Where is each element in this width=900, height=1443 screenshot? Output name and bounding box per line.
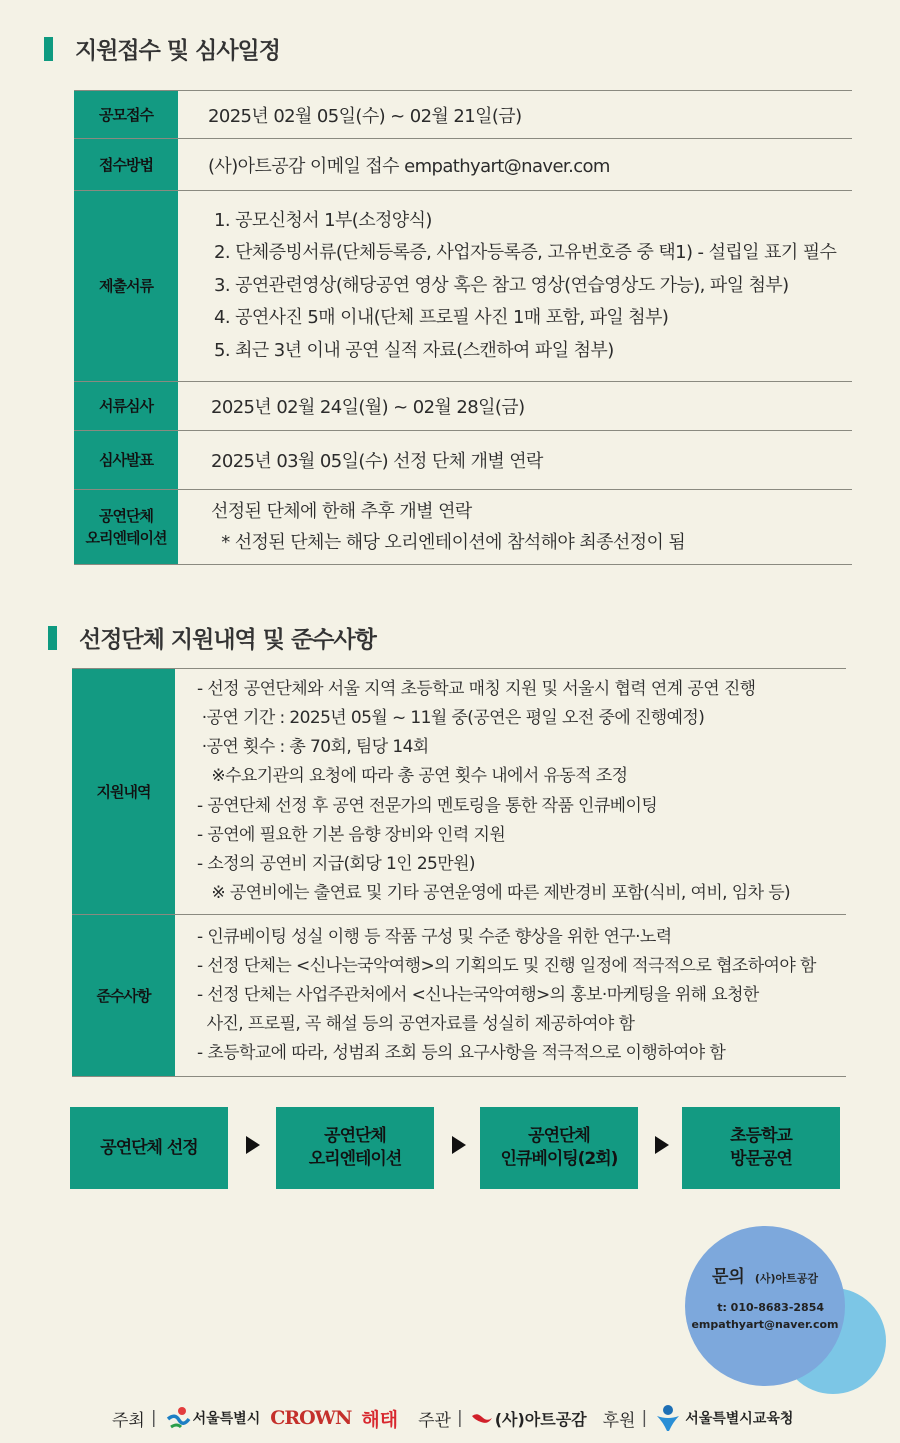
row-text: - 공연에 필요한 기본 음향 장비와 인력 지원	[197, 824, 506, 845]
table-row	[72, 915, 846, 1077]
arrow-right-icon	[655, 1136, 669, 1154]
table-row	[74, 382, 852, 431]
row-text: 3. 공연관련영상(해당공연 영상 혹은 참고 영상(연습영상도 가능), 파일 첨부)	[214, 274, 789, 296]
row-text: 2025년 02월 05일(수) ~ 02월 21일(금)	[208, 105, 522, 127]
row-label: 심사발표	[74, 431, 178, 490]
artgonggam-logo-icon	[471, 1411, 493, 1425]
row-label: 준수사항	[72, 915, 175, 1077]
arrow-right-icon	[246, 1136, 260, 1154]
section1-title: 지원접수 및 심사일정	[75, 38, 280, 64]
flow-step-incubating	[480, 1107, 638, 1189]
row-text: (사)아트공감 이메일 접수 empathyart@naver.com	[208, 155, 610, 177]
host-label: 주최	[112, 1410, 145, 1431]
haitai-logo: 해태	[361, 1408, 399, 1431]
row-label: 제출서류	[74, 191, 178, 382]
flow-step-orientation	[276, 1107, 434, 1189]
flow-step-selection	[70, 1107, 228, 1189]
row-text: - 소정의 공연비 지급(회당 1인 25만원)	[197, 853, 475, 874]
flow-step-label: 공연단체	[324, 1126, 386, 1146]
row-text: - 공연단체 선정 후 공연 전문가의 멘토링을 통한 작품 인큐베이팅	[197, 795, 658, 816]
section1-heading	[44, 32, 280, 65]
row-text: ※ 공연비에는 출연료 및 기타 공연운영에 따른 제반경비 포함(식비, 여비, 임차 등)	[197, 883, 791, 904]
organizer-label: 주관	[418, 1410, 451, 1431]
education-office-logo-icon	[655, 1404, 681, 1432]
table-row	[74, 91, 852, 139]
section-marker	[48, 626, 57, 650]
schedule-table	[74, 90, 852, 565]
table-row	[74, 490, 852, 565]
flow-step-label: 인큐베이팅(2회)	[500, 1149, 618, 1169]
contact-phone: t: 010-8683-2854	[717, 1301, 824, 1314]
footer-credits	[112, 1404, 793, 1432]
arrow-right-icon	[452, 1136, 466, 1154]
flow-step-label: 공연단체	[528, 1126, 590, 1146]
row-text: 1. 공모신청서 1부(소정양식)	[214, 209, 432, 231]
divider: |	[641, 1408, 648, 1428]
flow-step-label: 초등학교	[730, 1126, 792, 1146]
row-text: 2. 단체증빙서류(단체등록증, 사업자등록증, 고유번호증 중 택1) - 설립일 표기 필수	[214, 242, 837, 264]
row-text: - 선정 단체는 <신나는국악여행>의 기획의도 및 진행 일정에 적극적으로 협조하여야 함	[197, 956, 816, 976]
section2-title: 선정단체 지원내역 및 준수사항	[79, 627, 376, 653]
row-label: 공연단체	[99, 507, 153, 525]
contact-org: (사)아트공감	[754, 1272, 819, 1285]
contact-info	[690, 1262, 840, 1333]
row-text: 사진, 프로필, 곡 해설 등의 공연자료를 성실히 제공하여야 함	[197, 1014, 635, 1034]
flow-step-label: 오리엔테이션	[308, 1149, 402, 1169]
row-label: 접수방법	[74, 139, 178, 191]
row-text: ※수요기관의 요청에 따라 총 공연 횟수 내에서 유동적 조정	[197, 766, 628, 787]
row-text: * 선정된 단체는 해당 오리엔테이션에 참석해야 최종선정이 됨	[211, 532, 686, 553]
flow-step-school-performance	[682, 1107, 840, 1189]
flow-step-label: 방문공연	[730, 1149, 792, 1169]
row-text: - 선정 공연단체와 서울 지역 초등학교 매칭 지원 및 서울시 협력 연계 공연 진행	[197, 678, 756, 699]
row-label: 서류심사	[74, 382, 178, 431]
table-row	[72, 669, 846, 915]
support-table	[72, 668, 846, 1077]
row-label: 지원내역	[72, 669, 175, 915]
table-row	[74, 139, 852, 191]
seoul-logo-icon	[165, 1405, 191, 1431]
sponsor-label: 후원	[602, 1410, 636, 1431]
divider: |	[456, 1408, 463, 1428]
row-text: - 선정 단체는 사업주관처에서 <신나는국악여행>의 홍보·마케팅을 위해 요청한	[197, 985, 759, 1005]
row-text: 5. 최근 3년 이내 공연 실적 자료(스캔하여 파일 첨부)	[214, 339, 614, 361]
crown-logo: CROWN	[270, 1407, 352, 1429]
organizer-name: (사)아트공감	[494, 1409, 587, 1429]
contact-title: 문의	[711, 1267, 745, 1287]
seoul-logo-text: 서울특별시	[192, 1411, 261, 1427]
row-text: - 인큐베이팅 성실 이행 등 작품 구성 및 수준 향상을 위한 연구·노력	[197, 927, 672, 947]
row-text: 2025년 02월 24일(월) ~ 02월 28일(금)	[211, 397, 525, 418]
row-text: 선정된 단체에 한해 추후 개별 연락	[211, 501, 472, 522]
sponsor-name: 서울특별시교육청	[685, 1411, 794, 1427]
row-label: 오리엔테이션	[85, 529, 167, 547]
divider: |	[150, 1408, 157, 1428]
row-text: ·공연 기간 : 2025년 05월 ~ 11월 중(공연은 평일 오전 중에 진행예정)	[197, 707, 705, 728]
row-text: - 초등학교에 따라, 성범죄 조회 등의 요구사항을 적극적으로 이행하여야 함	[197, 1043, 726, 1063]
contact-email: empathyart@naver.com	[691, 1318, 839, 1331]
row-label: 공모접수	[74, 91, 178, 139]
table-row	[74, 191, 852, 382]
row-text: 4. 공연사진 5매 이내(단체 프로필 사진 1매 포함, 파일 첨부)	[214, 307, 669, 329]
row-text: ·공연 횟수 : 총 70회, 팀당 14회	[197, 737, 429, 758]
section-marker	[44, 37, 53, 61]
table-row	[74, 431, 852, 490]
flow-step-label: 공연단체 선정	[100, 1137, 198, 1158]
section2-heading	[48, 621, 376, 654]
row-text: 2025년 03월 05일(수) 선정 단체 개별 연락	[211, 451, 543, 472]
